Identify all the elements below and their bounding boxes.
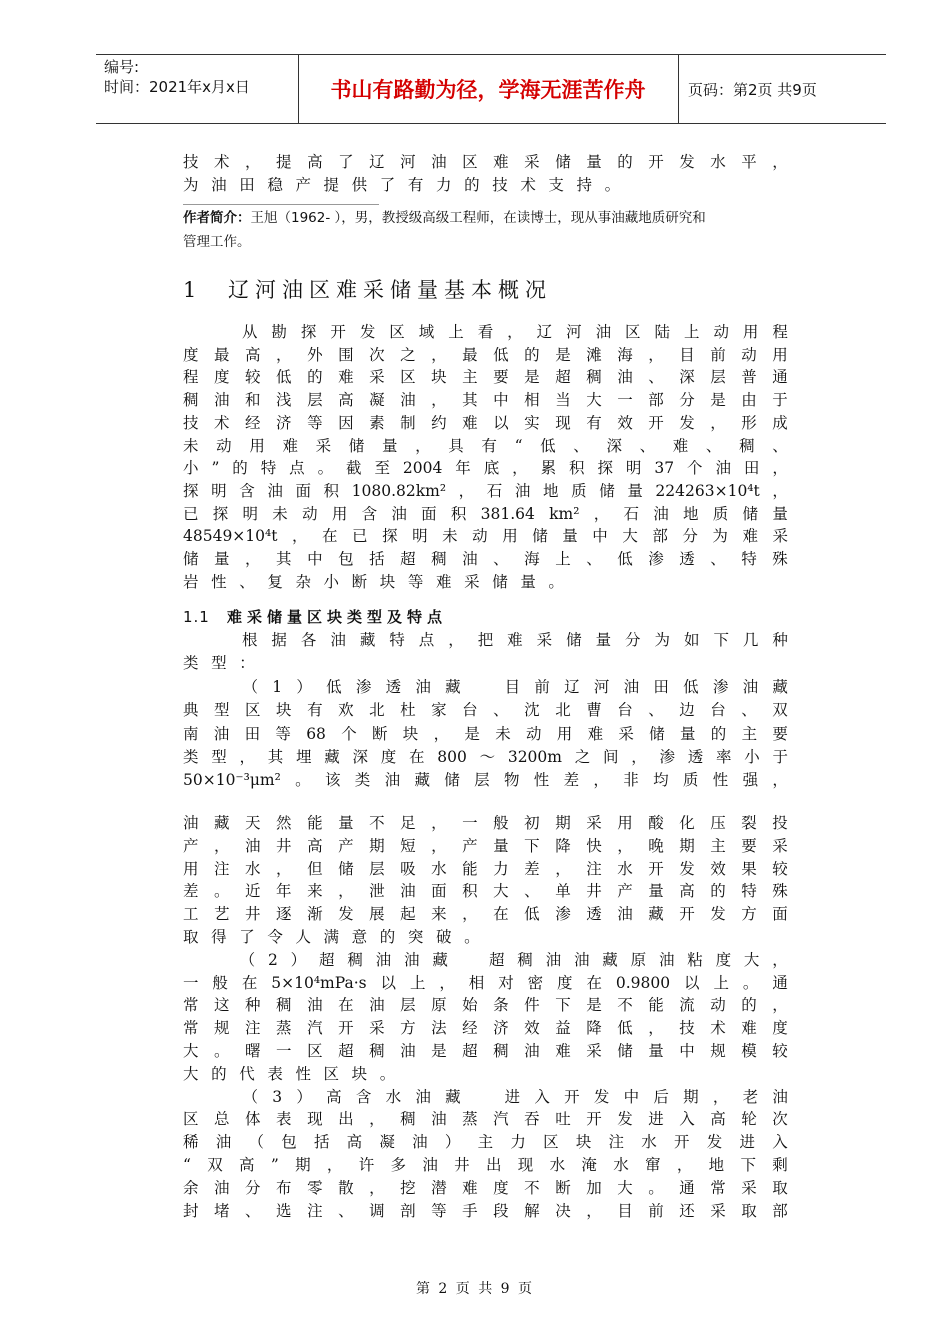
text-line: 50×10⁻³μm² 。 该 类 油 藏 储 层 物 性 差 ， 非 均 质 性 强 ，	[183, 771, 788, 790]
header-page-number: 页码：第2页 共9页	[688, 80, 817, 99]
text-line: 常 这 种 稠 油 在 油 层 原 始 条 件 下 是 不 能 流 动 的 ，	[183, 996, 788, 1015]
author-note-text: 王旭（1962- ），男，教授级高级工程师，在读博士，现从事油藏地质研究和	[250, 210, 706, 226]
text-line: 封 堵 、 选 注 、 调 剖 等 手 段 解 决 ， 目 前 还 采 取 部	[183, 1201, 788, 1220]
section-number: 1	[183, 278, 203, 302]
footnote-rule	[183, 204, 379, 205]
section-heading-1	[183, 274, 552, 304]
text-line: 大 的 代 表 性 区 块 。	[183, 1064, 396, 1083]
text-line: 为 油 田 稳 产 提 供 了 有 力 的 技 术 支 持 。	[183, 176, 621, 194]
text-line: 差 。 近 年 来 ， 泄 油 面 积 大 、 单 井 产 量 高 的 特 殊	[183, 882, 788, 901]
text-line: 岩 性 、 复 杂 小 断 块 等 难 采 储 量 。	[183, 572, 564, 591]
text-line: 未 动 用 难 采 储 量 ， 具 有 “ 低 、 深 、 难 、 稠 、	[183, 436, 788, 455]
page-footer: 第 2 页 共 9 页	[415, 1281, 535, 1297]
text-line: 南 油 田 等 68 个 断 块 ， 是 未 动 用 难 采 储 量 的 主 要	[183, 724, 788, 743]
text-line: 从 勘 探 开 发 区 域 上 看 ， 辽 河 油 区 陆 上 动 用 程	[241, 323, 788, 341]
text-line: 工 艺 井 逐 渐 发 展 起 来 ， 在 低 渗 透 油 藏 开 发 方 面	[183, 905, 788, 924]
text-line: “ 双 高 ” 期 ， 许 多 油 井 出 现 水 淹 水 窜 ， 地 下 剩	[183, 1156, 788, 1174]
text-line: 区 总 体 表 现 出 ， 稠 油 蒸 汽 吞 吐 开 发 进 入 高 轮 次	[183, 1110, 788, 1129]
text-line: 类 型 ：	[183, 654, 255, 672]
text-line: （ 3 ） 高 含 水 油 藏 进 入 开 发 中 后 期 ， 老 油	[242, 1087, 788, 1106]
text-line: 技 术 ， 提 高 了 辽 河 油 区 难 采 储 量 的 开 发 水 平 ，	[183, 153, 788, 171]
text-line: 稀 油 （ 包 括 高 凝 油 ） 主 力 区 块 注 水 开 发 进 入	[183, 1133, 788, 1152]
text-line: 用 注 水 ， 但 储 层 吸 水 能 力 差 ， 注 水 开 发 效 果 较	[183, 859, 788, 878]
text-line: 小 ” 的 特 点 。 截 至 2004 年 底 ， 累 积 探 明 37 个 油 田 ，	[183, 459, 788, 478]
text-line: 程 度 较 低 的 难 采 区 块 主 要 是 超 稠 油 、 深 层 普 通	[183, 368, 788, 387]
text-line: 类 型 ， 其 埋 藏 深 度 在 800 ～ 3200m 之 间 ， 渗 透 率 小 于	[183, 747, 788, 766]
text-line: 探 明 含 油 面 积 1080.82km² ， 石 油 地 质 储 量 224263×10⁴t ，	[183, 481, 788, 500]
doc-time-label: 时间：2021年x月x日	[104, 78, 250, 96]
header-meta	[104, 57, 250, 97]
text-line: 产 ， 油 井 高 产 期 短 ， 产 量 下 降 快 ， 晚 期 主 要 采	[183, 836, 788, 855]
text-line: 典 型 区 块 有 欢 北 杜 家 台 、 沈 北 曹 台 、 边 台 、 双	[183, 701, 788, 720]
section-heading-1-1	[183, 606, 447, 627]
author-note-continued: 管理工作。	[183, 234, 251, 250]
text-line: 大 。 曙 一 区 超 稠 油 是 超 稠 油 难 采 储 量 中 规 模 较	[183, 1042, 788, 1060]
text-line: 常 规 注 蒸 汽 开 采 方 法 经 济 效 益 降 低 ， 技 术 难 度	[183, 1019, 788, 1038]
author-note-label: 作者简介：	[183, 210, 251, 226]
subsection-number: 1.1	[183, 608, 210, 626]
subsection-title: 难采储量区块类型及特点	[227, 608, 448, 626]
text-line: 取 得 了 令 人 满 意 的 突 破 。	[183, 928, 480, 946]
text-line: 一 般 在 5×10⁴mPa·s 以 上 ， 相 对 密 度 在 0.9800 以 上 。 通	[183, 973, 788, 992]
text-line: 油 藏 天 然 能 量 不 足 ， 一 般 初 期 采 用 酸 化 压 裂 投	[183, 814, 788, 832]
text-line: 余 油 分 布 零 散 ， 挖 潜 难 度 不 断 加 大 。 通 常 采 取	[183, 1178, 788, 1197]
author-note	[183, 206, 803, 230]
doc-code-label: 编号:	[104, 58, 140, 76]
text-line: 稠 油 和 浅 层 高 凝 油 ， 其 中 相 当 大 一 部 分 是 由 于	[183, 391, 788, 410]
text-line: （ 2 ） 超 稠 油 油 藏 超 稠 油 油 藏 原 油 粘 度 大 ，	[239, 950, 788, 969]
text-line: 储 量 ， 其 中 包 括 超 稠 油 、 海 上 、 低 渗 透 、 特 殊	[183, 550, 788, 568]
text-line: 技 术 经 济 等 因 素 制 约 难 以 实 现 有 效 开 发 ， 形 成	[183, 413, 788, 432]
page-header	[96, 54, 886, 124]
text-line: 根 据 各 油 藏 特 点 ， 把 难 采 储 量 分 为 如 下 几 种	[241, 631, 788, 649]
text-line: 度 最 高 ， 外 围 次 之 ， 最 低 的 是 滩 海 ， 目 前 动 用	[183, 345, 788, 364]
header-motto: 书山有路勤为径，学海无涯苦作舟	[330, 78, 646, 102]
section-title: 辽河油区难采储量基本概况	[228, 278, 552, 302]
text-line: 已 探 明 未 动 用 含 油 面 积 381.64 km² ， 石 油 地 质 储 量	[183, 504, 788, 523]
text-line: 48549×10⁴t ， 在 已 探 明 未 动 用 储 量 中 大 部 分 为 难 采	[183, 527, 788, 546]
text-line: （ 1 ） 低 渗 透 油 藏 目 前 辽 河 油 田 低 渗 油 藏	[242, 678, 788, 696]
